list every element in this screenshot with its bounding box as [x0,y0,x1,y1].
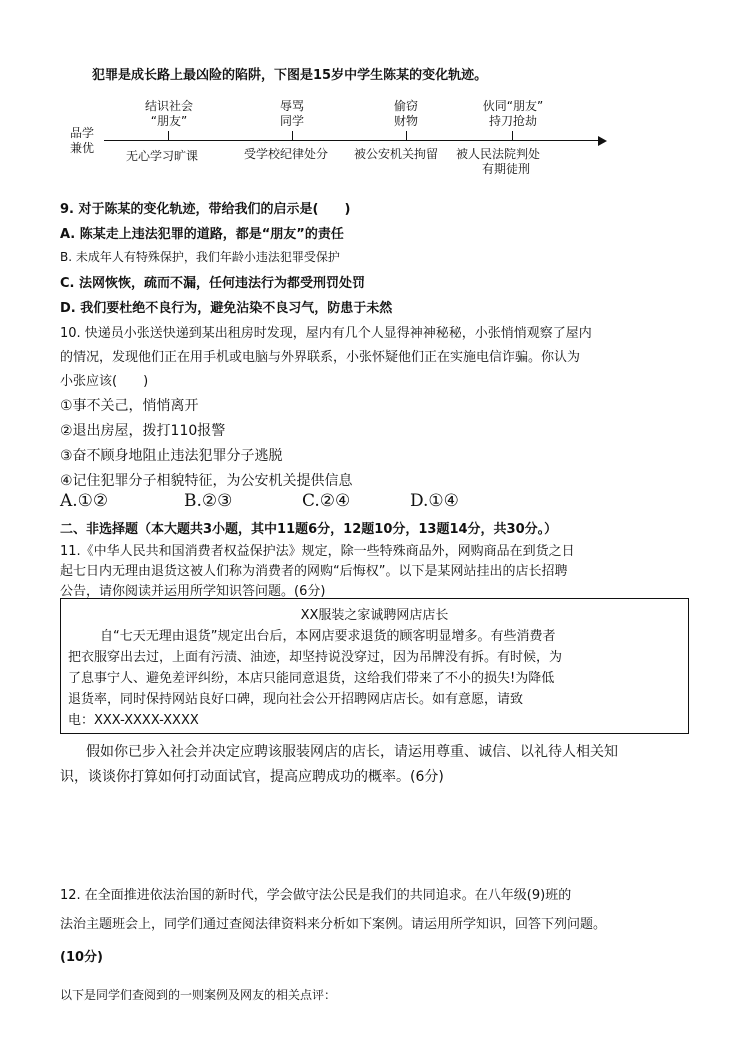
q11-stem-line2: 起七日内无理由退货这被人们称为消费者的网购“后悔权”。以下是某网站挂出的店长招聘 [60,564,568,579]
job-notice-line: 了息事宁人、避免差评纠纷，本店只能同意退货，这给我们带来了不小的损失!为降低 [68,671,555,686]
section-heading: 二、非选择题（本大题共3小题，其中11题6分，12题10分，13题14分，共30分。） [60,522,558,537]
q10-item-2: ②退出房屋，拨打110报警 [60,423,226,439]
q10-item-1: ①事不关己，悄悄离开 [60,398,199,414]
timeline-axis [104,140,600,141]
q9-option-a: A. 陈某走上违法犯罪的道路，都是“朋友”的责任 [60,227,344,242]
q10-option-a: A.①② [60,491,109,511]
timeline-consequence: 有期徒刑 [482,162,531,176]
job-notice-title: XX服装之家诚聘网店店长 [300,608,449,623]
job-notice-line: 自“七天无理由退货”规定出台后，本网店要求退货的顾客明显增多。有些消费者 [100,629,556,644]
timeline-event: 伙同“朋友” 持刀抢劫 [482,99,544,128]
timeline-start: 品学 兼优 [70,126,95,155]
q11-stem-line3: 公告，请你阅读并运用所学知识答问题。(6分) [60,584,326,599]
timeline-event: 辱骂 同学 [279,99,304,128]
q10-option-c: C.②④ [302,491,351,511]
q9-option-b: B. 未成年人有特殊保护，我们年龄小违法犯罪受保护 [60,250,340,264]
q12-stem-line1: 12. 在全面推进依法治国的新时代，学会做守法公民是我们的共同追求。在八年级(9)班的 [60,888,572,903]
timeline-arrow-icon [598,136,607,146]
timeline-consequence: 被人民法院判处 [456,147,541,161]
q11-question-line2: 识，谈谈你打算如何打动面试官，提高应聘成功的概率。(6分) [60,769,444,785]
timeline-tick [406,131,407,141]
timeline-event: 偷窃 财物 [393,99,418,128]
q10-item-3: ③奋不顾身地阻止违法犯罪分子逃脱 [60,448,283,464]
q10-option-d: D.①④ [410,491,459,511]
q12-case-intro: 以下是同学们查阅到的一则案例及网友的相关点评： [60,988,337,1002]
timeline-consequence: 受学校纪律处分 [244,147,329,161]
intro-text: 犯罪是成长路上最凶险的陷阱，下图是15岁中学生陈某的变化轨迹。 [92,68,488,83]
q9-option-c: C. 法网恢恢，疏而不漏，任何违法行为都受刑罚处罚 [60,276,366,291]
timeline-tick [292,131,293,141]
timeline-consequence: 被公安机关拘留 [354,147,439,161]
q10-stem-line3: 小张应该( ) [60,374,149,389]
q12-stem-line2: 法治主题班会上，同学们通过查阅法律资料来分析如下案例。请运用所学知识，回答下列问题。 [60,917,607,932]
job-notice-line: 退货率，同时保持网站良好口碑，现向社会公开招聘网店店长。如有意愿，请致 [68,692,524,707]
job-notice-line: 把衣服穿出去过，上面有污渍、油迹，却坚持说没穿过，因为吊牌没有拆。有时候，为 [68,650,563,665]
q9-option-d: D. 我们要杜绝不良行为，避免沾染不良习气，防患于未然 [60,301,393,316]
timeline-consequence: 无心学习旷课 [126,149,199,163]
q9-stem: 9. 对于陈某的变化轨迹，带给我们的启示是( ) [60,202,351,217]
q12-score: (10分) [60,950,103,965]
timeline-tick [168,131,169,141]
job-notice-phone: 电：XXX-XXXX-XXXX [68,713,199,728]
timeline-tick [512,131,513,141]
q10-option-b: B.②③ [184,491,233,511]
q11-stem-line1: 11.《中华人民共和国消费者权益保护法》规定，除一些特殊商品外，网购商品在到货之日 [60,544,575,559]
q10-stem-line1: 10. 快递员小张送快递到某出租房时发现，屋内有几个人显得神神秘秘，小张悄悄观察了屋内 [60,326,592,341]
timeline-event: 结识社会 “朋友” [144,99,193,128]
q10-item-4: ④记住犯罪分子相貌特征，为公安机关提供信息 [60,473,353,489]
q10-stem-line2: 的情况，发现他们正在用手机或电脑与外界联系，小张怀疑他们正在实施电信诈骗。你认为 [60,350,581,365]
q11-question-line1: 假如你已步入社会并决定应聘该服装网店的店长，请运用尊重、诚信、以礼待人相关知 [86,744,618,760]
